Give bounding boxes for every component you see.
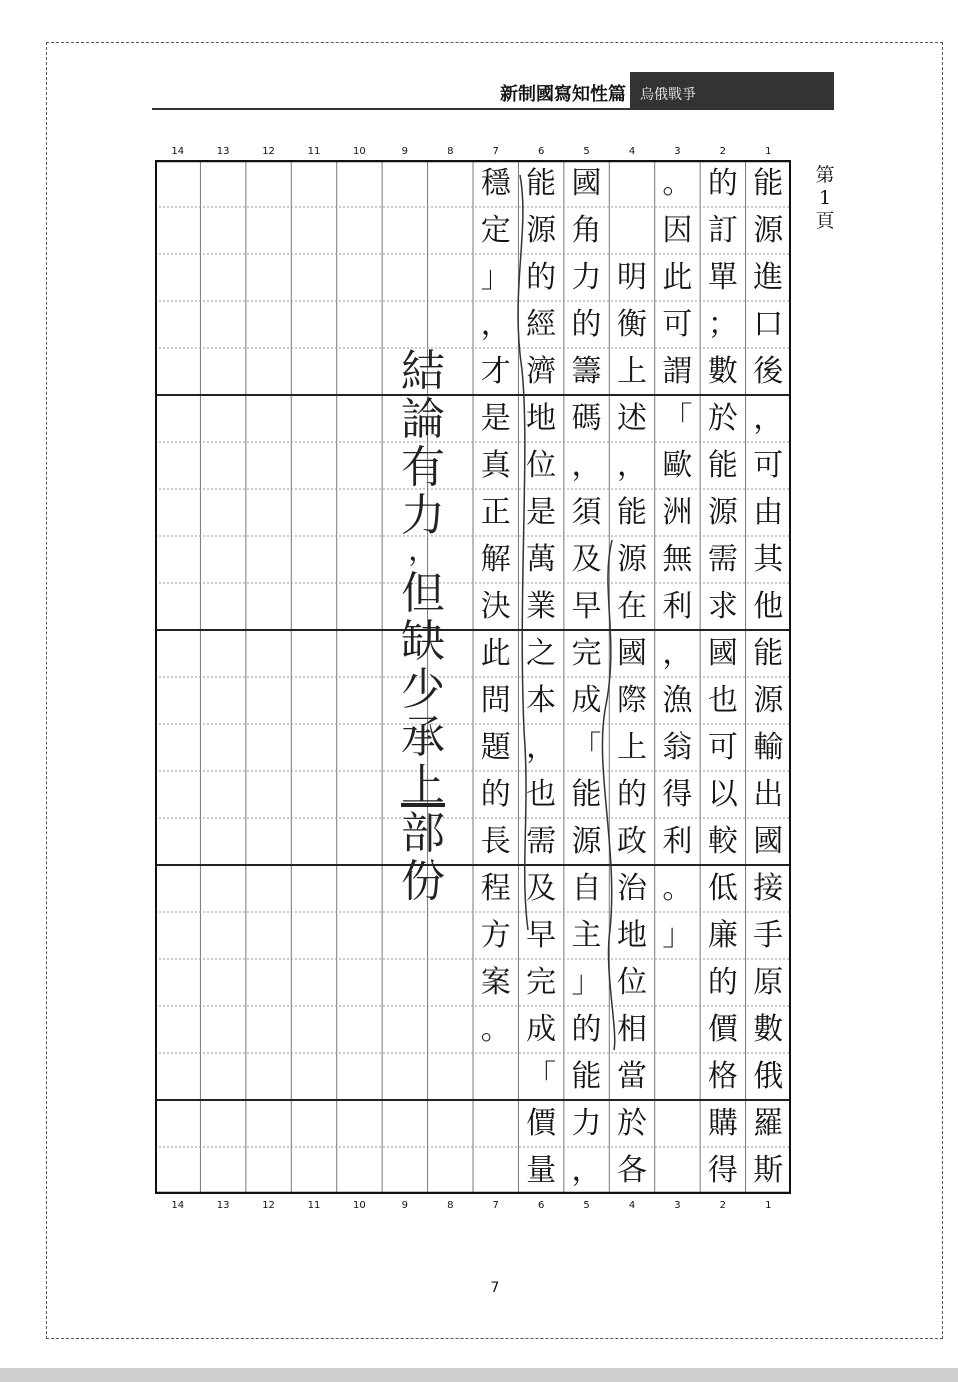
manuscript-char: ， — [571, 447, 602, 483]
manuscript-char: 斯 — [753, 1152, 784, 1188]
manuscript-char: 利 — [662, 588, 693, 624]
manuscript-char: 完 — [571, 635, 602, 671]
manuscript-char: 由 — [753, 494, 784, 530]
column-number: 1 — [765, 146, 772, 157]
manuscript-char: ， — [526, 729, 557, 765]
comment-char: 有 — [401, 442, 445, 493]
manuscript-char: 題 — [480, 729, 511, 765]
manuscript-char: 及 — [571, 541, 602, 577]
manuscript-char: 方 — [480, 917, 511, 953]
side-label-char: 頁 — [815, 210, 835, 232]
side-label-char: 第 — [815, 164, 835, 186]
manuscript-char: 萬 — [526, 541, 557, 577]
manuscript-char: 口 — [753, 306, 784, 342]
column-number: 2 — [719, 146, 727, 157]
manuscript-char: 才 — [480, 353, 511, 389]
manuscript-char: 接 — [753, 870, 784, 906]
manuscript-char: 單 — [707, 259, 738, 295]
manuscript-char: ， — [571, 1152, 602, 1188]
manuscript-char: 國 — [616, 635, 647, 671]
column-number: 13 — [216, 146, 230, 157]
manuscript-char: 本 — [526, 682, 557, 718]
column-number: 9 — [401, 146, 409, 157]
manuscript-char: 需 — [526, 823, 557, 859]
manuscript-char: 位 — [616, 964, 647, 1000]
column-number: 7 — [492, 1200, 499, 1211]
manuscript-char: ， — [753, 400, 784, 436]
column-number: 3 — [674, 1200, 681, 1211]
manuscript-char: 述 — [616, 400, 647, 436]
comment-char: 部 — [401, 808, 445, 859]
manuscript-char: 」 — [480, 259, 511, 295]
manuscript-char: 是 — [526, 494, 557, 530]
manuscript-char: 是 — [480, 400, 511, 436]
manuscript-char: 早 — [571, 588, 602, 624]
manuscript-char: 完 — [526, 964, 557, 1000]
manuscript-char: 能 — [571, 1058, 602, 1094]
manuscript-char: 業 — [526, 588, 557, 624]
manuscript-char: 在 — [616, 588, 647, 624]
manuscript-char: 原 — [753, 964, 784, 1000]
manuscript-char: 程 — [480, 870, 511, 906]
column-number: 9 — [401, 1200, 409, 1211]
manuscript-char: 也 — [526, 776, 557, 812]
comment-char: 承 — [401, 712, 445, 763]
manuscript-char: 進 — [753, 259, 784, 295]
manuscript-char: 求 — [707, 588, 738, 624]
manuscript-char: 此 — [662, 259, 693, 295]
manuscript-char: 其 — [753, 541, 784, 577]
manuscript-char: 主 — [571, 917, 602, 953]
manuscript-char: 的 — [571, 1011, 602, 1047]
manuscript-char: 手 — [753, 917, 784, 953]
column-number: 6 — [537, 1200, 545, 1211]
manuscript-char: 的 — [526, 259, 557, 295]
manuscript-char: 漁 — [662, 682, 693, 718]
manuscript-char: 籌 — [571, 353, 602, 389]
manuscript-char: 解 — [480, 541, 511, 577]
manuscript-char: 能 — [616, 494, 647, 530]
manuscript-char: 能 — [526, 165, 557, 201]
column-number: 4 — [628, 146, 636, 157]
manuscript-char: 能 — [707, 447, 738, 483]
manuscript-char: 國 — [707, 635, 738, 671]
manuscript-char: 謂 — [662, 353, 693, 389]
bottom-scroll-strip — [0, 1368, 958, 1382]
manuscript-grid — [155, 160, 791, 1194]
header-rule — [152, 108, 834, 110]
page-number: 7 — [490, 1280, 500, 1296]
manuscript-char: 他 — [753, 588, 784, 624]
manuscript-char: ； — [707, 306, 738, 342]
manuscript-char: 力 — [571, 259, 602, 295]
column-number: 5 — [583, 146, 590, 157]
comment-char: 力 — [401, 490, 445, 541]
manuscript-char: 輸 — [753, 729, 784, 765]
manuscript-char: 當 — [616, 1058, 647, 1094]
manuscript-char: 數 — [707, 353, 738, 389]
page-side-label — [812, 164, 838, 233]
manuscript-char: ， — [480, 306, 511, 342]
manuscript-char: 。 — [480, 1011, 511, 1047]
manuscript-char: 「 — [662, 400, 693, 436]
column-number: 2 — [719, 1200, 727, 1211]
manuscript-char: 數 — [753, 1011, 784, 1047]
manuscript-char: 上 — [616, 353, 647, 389]
column-number: 4 — [628, 1200, 636, 1211]
manuscript-char: 價 — [526, 1105, 557, 1141]
manuscript-char: 決 — [480, 588, 511, 624]
manuscript-char: 廉 — [707, 917, 738, 953]
manuscript-char: 「 — [571, 729, 602, 765]
manuscript-char: 國 — [571, 165, 602, 201]
manuscript-char: 成 — [571, 682, 602, 718]
manuscript-char: 可 — [707, 729, 738, 765]
manuscript-char: 角 — [571, 212, 602, 248]
manuscript-char: 源 — [707, 494, 738, 530]
manuscript-char: 歐 — [662, 447, 693, 483]
manuscript-char: 得 — [662, 776, 693, 812]
manuscript-char: 翁 — [662, 729, 693, 765]
manuscript-char: 俄 — [753, 1058, 784, 1094]
manuscript-char: 案 — [480, 964, 511, 1000]
comment-char: 缺 — [401, 616, 445, 667]
manuscript-char: 自 — [571, 870, 602, 906]
column-number: 5 — [583, 1200, 590, 1211]
comment-char: 份 — [401, 856, 445, 907]
manuscript-char: 以 — [707, 776, 738, 812]
manuscript-char: 政 — [616, 823, 647, 859]
manuscript-char: 羅 — [753, 1105, 784, 1141]
manuscript-char: 明 — [616, 259, 647, 295]
margin-comment — [388, 346, 458, 907]
manuscript-char: 購 — [707, 1105, 738, 1141]
manuscript-char: ， — [662, 635, 693, 671]
manuscript-char: 」 — [571, 964, 602, 1000]
column-number: 8 — [447, 146, 454, 157]
manuscript-char: 相 — [616, 1011, 647, 1047]
manuscript-char: 能 — [753, 635, 784, 671]
manuscript-char: 正 — [480, 494, 511, 530]
manuscript-char: 出 — [753, 776, 784, 812]
manuscript-char: 洲 — [662, 494, 693, 530]
manuscript-char: 能 — [571, 776, 602, 812]
manuscript-char: 上 — [616, 729, 647, 765]
manuscript-char: 的 — [707, 964, 738, 1000]
manuscript-char: 經 — [526, 306, 557, 342]
manuscript-char: 此 — [480, 635, 511, 671]
manuscript-char: 的 — [571, 306, 602, 342]
column-number: 3 — [674, 146, 681, 157]
manuscript-char: 能 — [753, 165, 784, 201]
manuscript-char: 地 — [526, 400, 557, 436]
manuscript-char: 」 — [662, 917, 693, 953]
comment-char: ， — [408, 533, 438, 568]
column-number: 7 — [492, 146, 499, 157]
column-number: 14 — [171, 1200, 185, 1211]
manuscript-char: 需 — [707, 541, 738, 577]
side-label-char: 1 — [818, 187, 832, 209]
manuscript-char: 長 — [480, 823, 511, 859]
manuscript-char: 「 — [526, 1058, 557, 1094]
column-number: 10 — [353, 1200, 366, 1211]
manuscript-char: 濟 — [526, 353, 557, 389]
manuscript-char: 的 — [616, 776, 647, 812]
manuscript-char: 成 — [526, 1011, 557, 1047]
manuscript-char: 定 — [480, 212, 511, 248]
bracket-curve — [518, 175, 528, 930]
manuscript-char: 無 — [662, 541, 693, 577]
manuscript-char: 量 — [526, 1152, 557, 1188]
manuscript-char: 之 — [526, 635, 557, 671]
manuscript-char: 須 — [571, 494, 602, 530]
edit-bracket-marks — [500, 170, 650, 1070]
column-number: 8 — [447, 1200, 454, 1211]
manuscript-char: 可 — [662, 306, 693, 342]
manuscript-char: 利 — [662, 823, 693, 859]
column-number: 6 — [537, 146, 545, 157]
manuscript-char: 穩 — [480, 165, 511, 201]
column-number: 10 — [353, 146, 366, 157]
manuscript-char: 源 — [571, 823, 602, 859]
manuscript-char: 得 — [707, 1152, 738, 1188]
manuscript-char: 的 — [707, 165, 738, 201]
manuscript-char: 源 — [526, 212, 557, 248]
manuscript-char: 於 — [707, 400, 738, 436]
manuscript-char: 可 — [753, 447, 784, 483]
column-number: 13 — [216, 1200, 230, 1211]
column-number: 12 — [262, 146, 275, 157]
manuscript-char: 的 — [480, 776, 511, 812]
manuscript-char: 因 — [662, 212, 693, 248]
manuscript-char: 低 — [707, 870, 738, 906]
bracket-curve — [602, 540, 614, 1050]
manuscript-char: 較 — [707, 823, 738, 859]
column-number: 11 — [307, 146, 321, 157]
column-number: 1 — [765, 1200, 772, 1211]
manuscript-char: 問 — [480, 682, 511, 718]
manuscript-char: 位 — [526, 447, 557, 483]
column-number: 12 — [262, 1200, 275, 1211]
comment-char: 少 — [401, 664, 445, 715]
manuscript-char: 衡 — [616, 306, 647, 342]
manuscript-char: 國 — [753, 823, 784, 859]
column-number: 14 — [171, 146, 185, 157]
manuscript-char: 於 — [616, 1105, 647, 1141]
header-tag: 烏俄戰爭 — [630, 72, 834, 108]
manuscript-char: 地 — [616, 917, 647, 953]
manuscript-char: 各 — [616, 1152, 647, 1188]
manuscript-char: 力 — [571, 1105, 602, 1141]
manuscript-char: 。 — [662, 165, 693, 201]
manuscript-char: 早 — [526, 917, 557, 953]
manuscript-char: ， — [616, 447, 647, 483]
manuscript-char: 源 — [753, 682, 784, 718]
manuscript-char: 碼 — [571, 400, 602, 436]
column-number: 11 — [307, 1200, 321, 1211]
manuscript-char: 源 — [616, 541, 647, 577]
comment-char: 論 — [401, 394, 445, 445]
comment-char: 但 — [401, 568, 445, 619]
manuscript-char: 源 — [753, 212, 784, 248]
manuscript-char: 。 — [662, 870, 693, 906]
manuscript-char: 際 — [616, 682, 647, 718]
manuscript-char: 真 — [480, 447, 511, 483]
header-title: 新制國寫知性篇 — [500, 84, 626, 105]
manuscript-char: 格 — [707, 1058, 738, 1094]
manuscript-char: 訂 — [707, 212, 738, 248]
manuscript-char: 治 — [616, 870, 647, 906]
manuscript-char: 價 — [707, 1011, 738, 1047]
manuscript-char: 也 — [707, 682, 738, 718]
comment-char: 上 — [401, 760, 445, 811]
manuscript-char: 後 — [753, 353, 784, 389]
manuscript-char: 及 — [526, 870, 557, 906]
comment-char: 結 — [401, 346, 445, 397]
